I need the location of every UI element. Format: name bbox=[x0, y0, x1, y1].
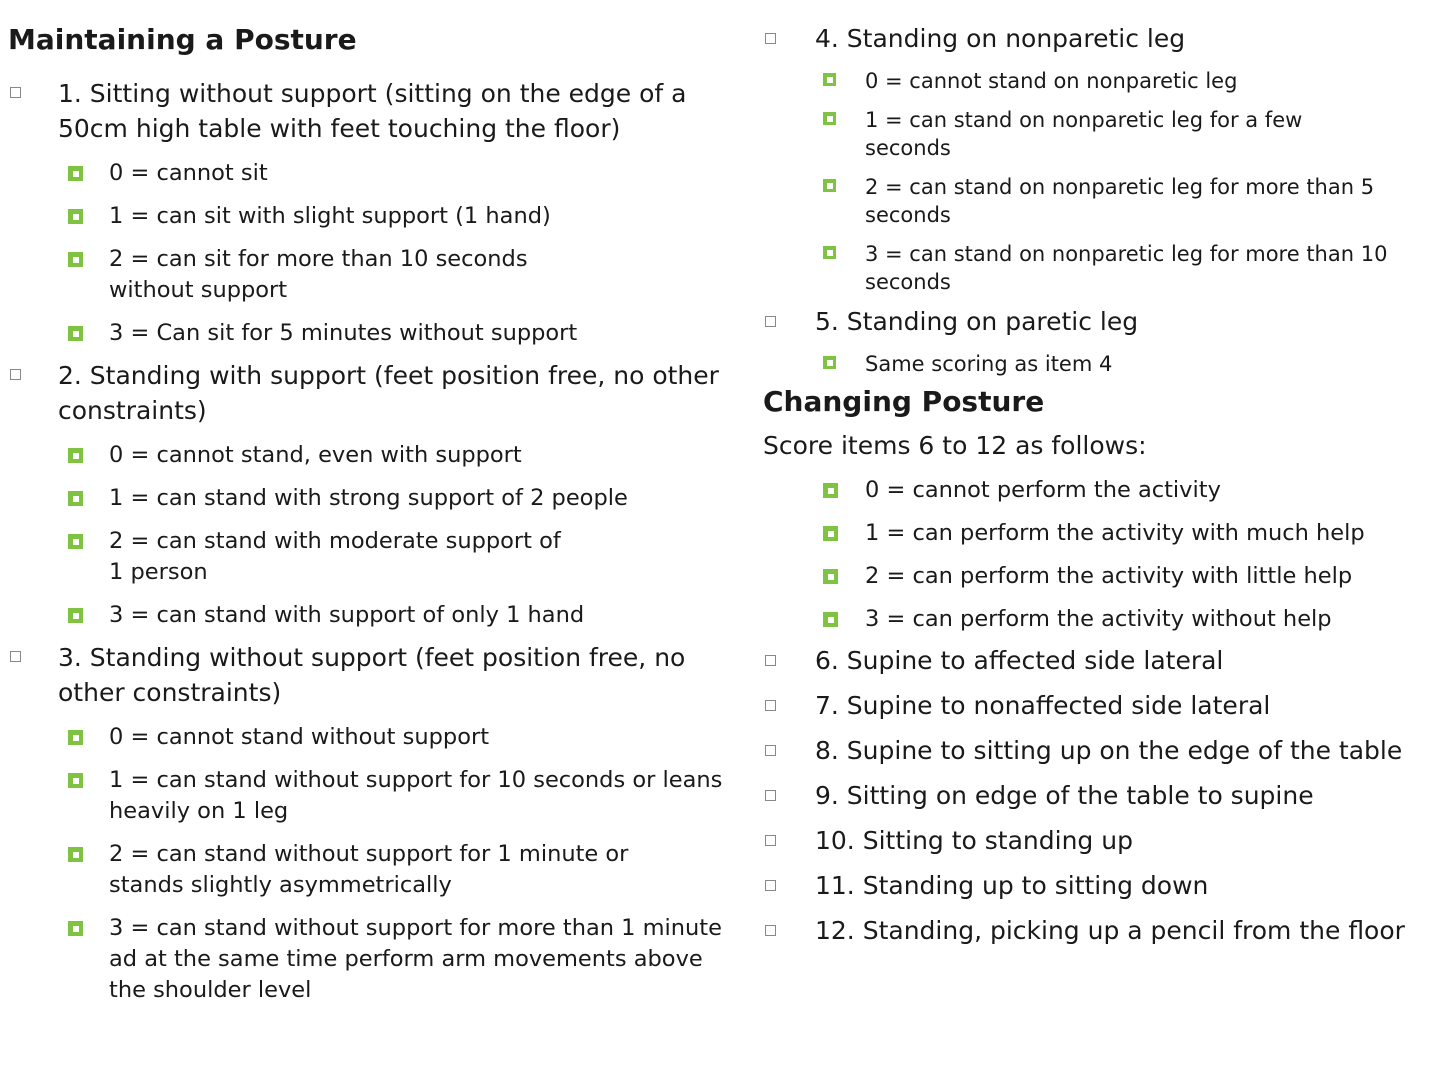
maintaining-posture-column bbox=[8, 0, 743, 1006]
item-label: 8. Supine to sitting up on the edge of the table bbox=[815, 736, 1403, 765]
green-square-bullet-icon bbox=[823, 526, 838, 541]
checkbox-icon[interactable] bbox=[765, 700, 776, 711]
score-text: 0 = cannot stand on nonparetic leg bbox=[865, 69, 1238, 93]
score-option bbox=[763, 561, 1435, 592]
score-text: 1 = can stand without support for 10 seconds or leans heavily on 1 leg bbox=[109, 767, 723, 824]
score-text: 1 = can sit with slight support (1 hand) bbox=[109, 203, 551, 229]
checklist-item-8[interactable] bbox=[763, 734, 1415, 768]
score-option bbox=[763, 350, 1435, 378]
checkbox-icon[interactable] bbox=[765, 835, 776, 846]
score-option bbox=[8, 244, 589, 306]
green-square-bullet-icon bbox=[68, 847, 83, 862]
score-option bbox=[8, 483, 743, 514]
checklist-item-7[interactable] bbox=[763, 689, 1435, 723]
score-option bbox=[8, 440, 743, 471]
green-square-bullet-icon bbox=[823, 246, 836, 259]
checklist-item-12[interactable] bbox=[763, 914, 1435, 948]
score-option bbox=[8, 201, 743, 232]
right-column bbox=[763, 0, 1435, 948]
checklist-item-10[interactable] bbox=[763, 824, 1435, 858]
item-label: 9. Sitting on edge of the table to supine bbox=[815, 781, 1314, 810]
score-text: 3 = can stand on nonparetic leg for more than 10 seconds bbox=[865, 242, 1388, 294]
green-square-bullet-icon bbox=[68, 534, 83, 549]
score-text: 0 = cannot sit bbox=[109, 160, 268, 186]
score-text: 0 = cannot perform the activity bbox=[865, 477, 1221, 503]
score-option bbox=[8, 722, 743, 753]
green-square-bullet-icon bbox=[68, 491, 83, 506]
green-square-bullet-icon bbox=[68, 252, 83, 267]
score-text: 3 = can perform the activity without help bbox=[865, 606, 1332, 632]
score-option bbox=[8, 158, 743, 189]
item-label: 12. Standing, picking up a pencil from the floor bbox=[815, 916, 1405, 945]
score-text: 3 = Can sit for 5 minutes without support bbox=[109, 320, 578, 346]
green-square-bullet-icon bbox=[68, 608, 83, 623]
score-text: 2 = can stand on nonparetic leg for more than 5 seconds bbox=[865, 175, 1375, 227]
item-label: 11. Standing up to sitting down bbox=[815, 871, 1209, 900]
checkbox-icon[interactable] bbox=[765, 316, 776, 327]
green-square-bullet-icon bbox=[68, 166, 83, 181]
score-option bbox=[763, 106, 1335, 162]
score-text: 1 = can stand with strong support of 2 people bbox=[109, 485, 628, 511]
checkbox-icon[interactable] bbox=[765, 925, 776, 936]
green-square-bullet-icon bbox=[823, 612, 838, 627]
score-option bbox=[8, 318, 743, 349]
score-option bbox=[763, 240, 1395, 296]
score-option bbox=[763, 518, 1385, 549]
checkbox-icon[interactable] bbox=[765, 33, 776, 44]
score-option bbox=[763, 604, 1435, 635]
checkbox-icon[interactable] bbox=[10, 651, 21, 662]
score-text: 1 = can perform the activity with much help bbox=[865, 520, 1365, 546]
green-square-bullet-icon bbox=[823, 179, 836, 192]
score-text: 0 = cannot stand without support bbox=[109, 724, 490, 750]
checklist-item-4[interactable] bbox=[763, 22, 1435, 56]
checklist-item-11[interactable] bbox=[763, 869, 1435, 903]
item-label: 5. Standing on paretic leg bbox=[815, 307, 1139, 336]
green-square-bullet-icon bbox=[823, 483, 838, 498]
green-square-bullet-icon bbox=[68, 448, 83, 463]
score-option bbox=[8, 600, 743, 631]
score-text: 1 = can stand on nonparetic leg for a few seconds bbox=[865, 108, 1303, 160]
score-option bbox=[8, 913, 743, 1006]
checkbox-icon[interactable] bbox=[10, 87, 21, 98]
green-square-bullet-icon bbox=[68, 209, 83, 224]
score-option bbox=[8, 526, 579, 588]
score-text: 2 = can sit for more than 10 seconds without support bbox=[109, 246, 528, 303]
checklist-item-1[interactable] bbox=[8, 76, 723, 146]
score-text: 2 = can stand with moderate support of 1 person bbox=[109, 528, 561, 585]
score-text: 0 = cannot stand, even with support bbox=[109, 442, 522, 468]
item-label: 4. Standing on nonparetic leg bbox=[815, 24, 1186, 53]
green-square-bullet-icon bbox=[68, 326, 83, 341]
section-heading: Changing Posture bbox=[763, 385, 1045, 418]
item-label: 2. Standing with support (feet position free, no other constraints) bbox=[58, 361, 719, 425]
score-text: 3 = can stand without support for more than 1 minute ad at the same time perform arm movements above the shoulder level bbox=[109, 915, 722, 1003]
section-heading: Maintaining a Posture bbox=[8, 23, 357, 56]
checkbox-icon[interactable] bbox=[765, 745, 776, 756]
green-square-bullet-icon bbox=[823, 356, 836, 369]
checklist-item-3[interactable] bbox=[8, 640, 743, 710]
green-square-bullet-icon bbox=[68, 921, 83, 936]
green-square-bullet-icon bbox=[68, 730, 83, 745]
item-label: 3. Standing without support (feet position free, no other constraints) bbox=[58, 643, 686, 707]
checklist-item-9[interactable] bbox=[763, 779, 1435, 813]
item-label: 1. Sitting without support (sitting on the edge of a 50cm high table with feet touching the floor) bbox=[58, 79, 687, 143]
checklist-item-6[interactable] bbox=[763, 644, 1435, 678]
checkbox-icon[interactable] bbox=[765, 655, 776, 666]
checklist-item-2[interactable] bbox=[8, 358, 743, 428]
green-square-bullet-icon bbox=[823, 73, 836, 86]
checkbox-icon[interactable] bbox=[10, 369, 21, 380]
score-option bbox=[763, 67, 1435, 95]
score-option bbox=[763, 173, 1415, 229]
green-square-bullet-icon bbox=[823, 112, 836, 125]
checkbox-icon[interactable] bbox=[765, 880, 776, 891]
score-text: 3 = can stand with support of only 1 hand bbox=[109, 602, 585, 628]
item-label: 10. Sitting to standing up bbox=[815, 826, 1133, 855]
scoring-intro: Score items 6 to 12 as follows: bbox=[763, 431, 1147, 460]
item-label: 7. Supine to nonaffected side lateral bbox=[815, 691, 1271, 720]
checklist-item-5[interactable] bbox=[763, 305, 1435, 339]
score-text: 2 = can perform the activity with little help bbox=[865, 563, 1353, 589]
score-text: 2 = can stand without support for 1 minute or stands slightly asymmetrically bbox=[109, 841, 629, 898]
green-square-bullet-icon bbox=[68, 773, 83, 788]
green-square-bullet-icon bbox=[823, 569, 838, 584]
score-option bbox=[763, 475, 1435, 506]
score-text: Same scoring as item 4 bbox=[865, 352, 1113, 376]
score-option bbox=[8, 765, 743, 827]
score-option bbox=[8, 839, 629, 901]
checkbox-icon[interactable] bbox=[765, 790, 776, 801]
item-label: 6. Supine to affected side lateral bbox=[815, 646, 1224, 675]
